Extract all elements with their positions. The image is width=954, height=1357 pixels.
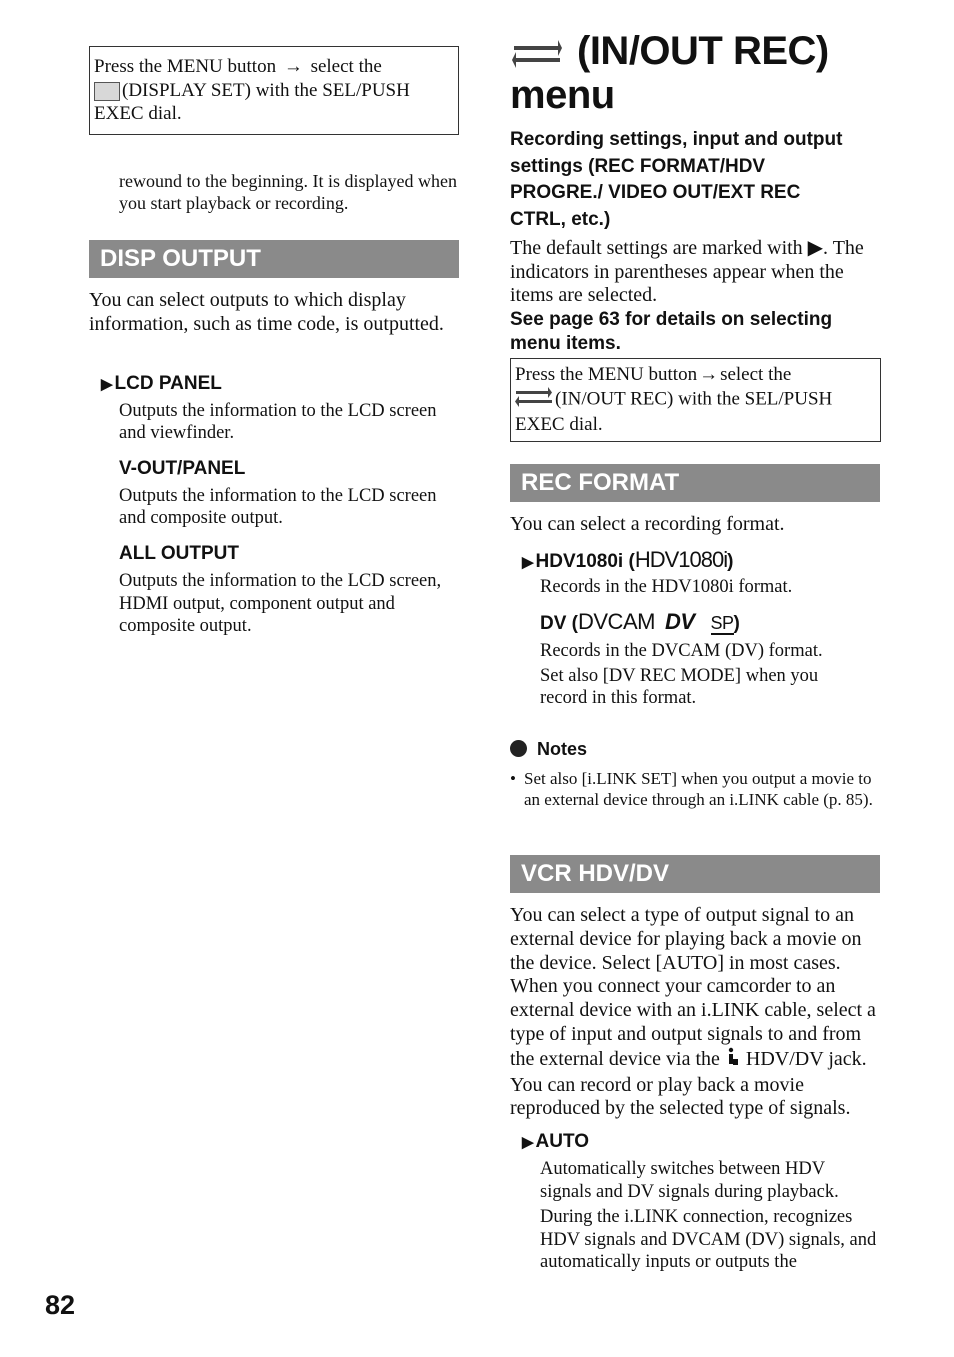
menu-instruction-text: Press the MENU button: [515, 364, 698, 385]
menu-instruction-text: select the: [720, 364, 792, 385]
menu-instruction-text: Press the MENU button: [94, 56, 277, 77]
dv-indicator-icon: DV: [664, 609, 695, 634]
notes-header: Notes: [510, 739, 587, 760]
page-title: (IN/OUT REC): [577, 29, 829, 73]
option-description: During the i.LINK connection, recognizes HDV signals and DVCAM (DV) signals, and automatically inputs or outputs the: [540, 1207, 877, 1272]
menu-instruction-text: (IN/OUT REC) with the SEL/PUSH: [555, 388, 833, 410]
arrow-icon: →: [283, 56, 303, 77]
default-marker-icon: ▶: [522, 1134, 534, 1151]
menu-instruction-text: (DISPLAY SET) with the SEL/PUSH: [122, 79, 410, 101]
option-dv: DV (DVCAM DV SP): [540, 609, 740, 634]
section-header-rec-format: REC FORMAT: [510, 464, 880, 502]
arrow-icon: →: [699, 364, 719, 385]
display-set-icon: [94, 82, 120, 101]
page-number: 82: [45, 1290, 76, 1320]
dvcam-indicator-icon: DVCAM: [578, 609, 655, 634]
option-all-output: ALL OUTPUT: [119, 543, 239, 564]
option-description: Set also [DV REC MODE] when you record in this format.: [540, 666, 819, 708]
sp-indicator-icon: SP: [710, 613, 734, 633]
section-header-disp-output: DISP OUTPUT: [89, 240, 459, 278]
notes-icon: [510, 740, 527, 757]
option-hdv1080i: ▶ HDV1080i (HDV1080i): [522, 547, 734, 572]
hdv1080i-indicator-icon: HDV1080i: [634, 547, 728, 572]
option-description: Records in the HDV1080i format.: [540, 577, 793, 597]
section-intro: You can select a recording format.: [510, 513, 785, 535]
section-intro: You can select outputs to which display information, such as time code, is outputted.: [89, 289, 444, 335]
option-description: Records in the DVCAM (DV) format.: [540, 641, 823, 661]
option-description: Outputs the information to the LCD screen, HDMI output, component output and composite output.: [119, 571, 442, 636]
menu-instruction-text: EXEC dial.: [515, 414, 603, 435]
menu-instruction-box: [89, 46, 459, 135]
menu-instruction-text: EXEC dial.: [94, 103, 182, 124]
default-settings-text: The default settings are marked with ▶. The indicators in parentheses appear when the items are selected.: [510, 237, 864, 306]
note-text: Set also [i.LINK SET] when you output a movie to an external device through an i.LINK cable (p. 85).: [524, 769, 873, 809]
ilink-icon: [727, 1047, 739, 1074]
default-marker-icon: ▶: [522, 554, 534, 571]
section-header-vcr-hdv-dv: VCR HDV/DV: [510, 855, 880, 893]
page-title-menu: menu: [510, 73, 615, 117]
option-lcd-panel: ▶ LCD PANEL: [101, 373, 222, 394]
option-description: Outputs the information to the LCD screen and viewfinder.: [119, 401, 437, 443]
continued-text: rewound to the beginning. It is displayed when you start playback or recording.: [119, 171, 457, 213]
section-intro: You can select a type of output signal to an external device for playing back a movie on the device. Select [AUTO] in most cases. When you connect your camcorder to an external device with an i.LINK cable, select a type of input and output signals to and from the external device via the HDV/DV jack. You can record or play back a movie reproduced by the selected type of signals.: [510, 904, 876, 1120]
option-v-out-panel: V-OUT/PANEL: [119, 458, 246, 479]
menu-instruction-box: [510, 358, 881, 442]
page-subtitle: Recording settings, input and output settings (REC FORMAT/HDV PROGRE./ VIDEO OUT/EXT REC CTRL, etc.): [510, 129, 843, 230]
menu-instruction-text: select the: [310, 56, 382, 77]
default-marker-icon: ▶: [101, 376, 113, 393]
see-page-note: See page 63 for details on selecting menu items.: [510, 309, 833, 354]
in-out-rec-icon: [515, 387, 553, 414]
option-description: Automatically switches between HDV signals and DV signals during playback.: [540, 1159, 839, 1202]
option-description: Outputs the information to the LCD screen and composite output.: [119, 486, 437, 528]
option-auto: ▶ AUTO: [522, 1131, 590, 1152]
note-bullet: •: [510, 769, 516, 788]
